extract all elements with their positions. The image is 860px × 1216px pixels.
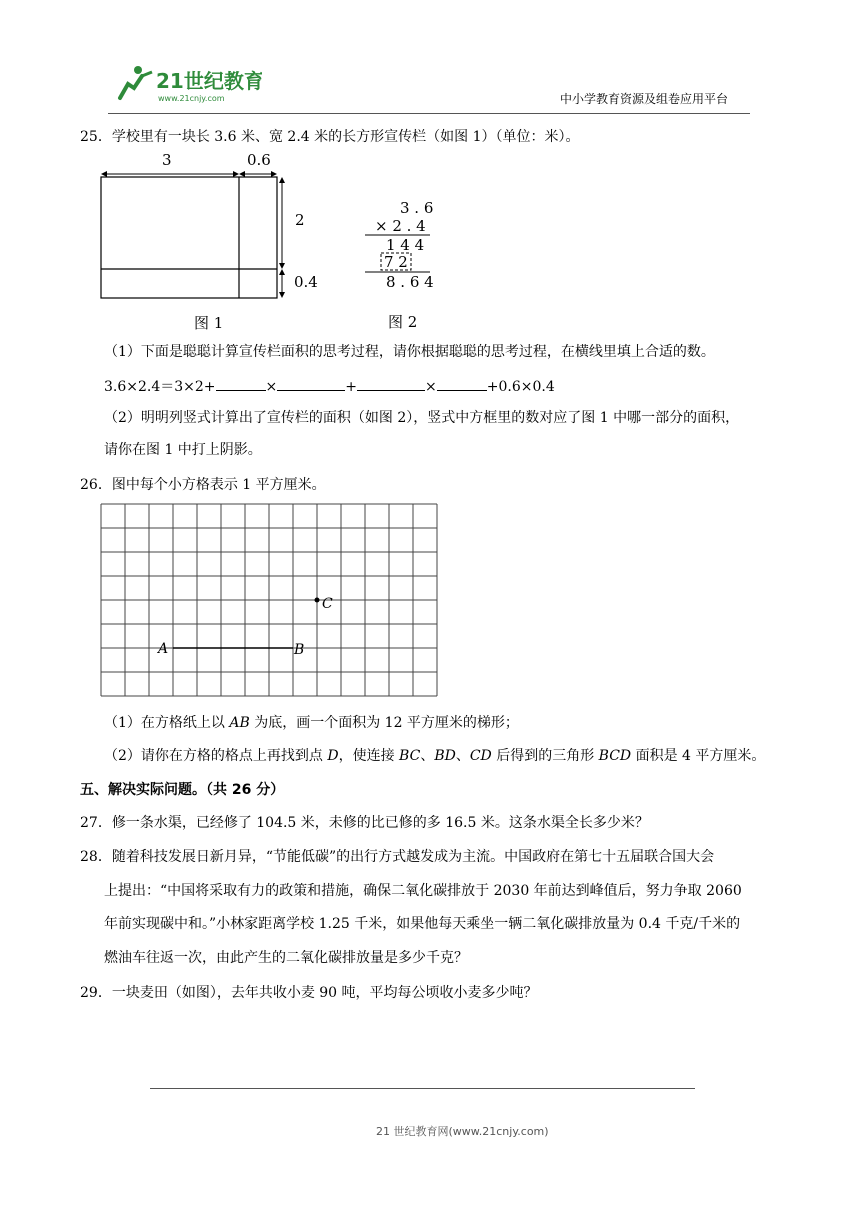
- figure-2: [358, 195, 448, 344]
- segment-ab-label: AB: [229, 715, 250, 731]
- blank-1[interactable]: [216, 376, 266, 391]
- q26-title: 26．图中每个小方格表示 1 平方厘米。: [80, 477, 326, 493]
- q25-title: 25．学校里有一块长 3.6 米、宽 2.4 米的长方形宣传栏（如图 1）（单位：米）。: [80, 129, 580, 145]
- section-5-heading: 五、解决实际问题。（共 26 分）: [80, 782, 285, 798]
- point-a-label: A: [158, 641, 169, 657]
- mult-row-2: × 2 . 4: [375, 217, 426, 235]
- q27-text: 27．修一条水渠，已经修了 104.5 米，未修的比已修的多 16.5 米。这条水渠全长多少米？: [80, 815, 649, 831]
- footer-source: 21 世纪教育网(www.21cnjy.com): [376, 1125, 549, 1138]
- eq-end: +0.6×0.4: [486, 379, 555, 395]
- site-logo: [112, 62, 262, 106]
- mult-row-3: 1 4 4: [386, 236, 425, 254]
- q25-equation: [104, 376, 555, 397]
- q25-part2-line1: （2）明明列竖式计算出了宣传栏的面积（如图 2），竖式中方框里的数对应了图 1 中哪一部分的面积，: [104, 410, 740, 426]
- figure-1: [90, 145, 330, 344]
- dim-top-0.6: 0.6: [247, 151, 271, 169]
- q28-line2: 上提出：“中国将采取有力的政策和措施，确保二氧化碳排放于 2030 年前达到峰值后，努力争取 2060: [104, 883, 742, 899]
- eq-times-2: ×: [425, 379, 437, 395]
- dim-top-3: 3: [162, 151, 172, 169]
- svg-text:www.21cnjy.com: www.21cnjy.com: [158, 94, 225, 103]
- mult-row-5: 8 . 6 4: [386, 273, 434, 291]
- eq-plus: +: [345, 379, 358, 395]
- dim-side-0.4: 0.4: [294, 273, 318, 291]
- eq-start: 3.6×2.4＝3×2+: [104, 379, 216, 395]
- banner-rectangle: [101, 177, 277, 298]
- blank-3[interactable]: [357, 376, 425, 391]
- q28-line4: 燃油车往返一次，由此产生的二氧化碳排放量是多少千克？: [104, 950, 468, 966]
- point-c: [315, 598, 320, 603]
- q28-line1: 28．随着科技发展日新月异，“节能低碳”的出行方式越发成为主流。中国政府在第七十五届联合国大会: [80, 849, 715, 865]
- fig2-caption: 图 2: [388, 313, 418, 331]
- q26-part2: （2）请你在方格的格点上再找到点 D，使连接 BC、BD、CD 后得到的三角形 BCD 面积是 4 平方厘米。: [104, 748, 766, 764]
- grid-figure: [100, 503, 442, 705]
- q29-text: 29．一块麦田（如图），去年共收小麦 90 吨，平均每公顷收小麦多少吨？: [80, 985, 538, 1001]
- q25-part1: （1）下面是聪聪计算宣传栏面积的思考过程，请你根据聪聪的思考过程，在横线里填上合适的数。: [104, 344, 715, 360]
- q28-line3: 年前实现碳中和。”小林家距离学校 1.25 千米，如果他每天乘坐一辆二氧化碳排放量为 0.4 千克/千米的: [104, 916, 741, 932]
- q25-part2-line2: 请你在图 1 中打上阴影。: [104, 442, 262, 458]
- blank-4[interactable]: [437, 376, 487, 391]
- mult-row-1: 3 . 6: [400, 199, 434, 217]
- dim-side-2: 2: [295, 211, 305, 229]
- point-b-label: B: [294, 642, 305, 658]
- point-c-label: C: [322, 596, 333, 612]
- footer-divider: [150, 1088, 695, 1089]
- platform-name: 中小学教育资源及组卷应用平台: [560, 92, 729, 106]
- blank-2[interactable]: [277, 376, 345, 391]
- mult-row-4: 7 2: [384, 253, 408, 271]
- header-divider: [108, 113, 750, 114]
- fig1-caption: 图 1: [194, 314, 224, 332]
- svg-text:21世纪教育: 21世纪教育: [156, 69, 262, 93]
- eq-times: ×: [265, 379, 278, 395]
- q26-part1: （1）在方格纸上以 AB 为底，画一个面积为 12 平方厘米的梯形；: [104, 715, 519, 731]
